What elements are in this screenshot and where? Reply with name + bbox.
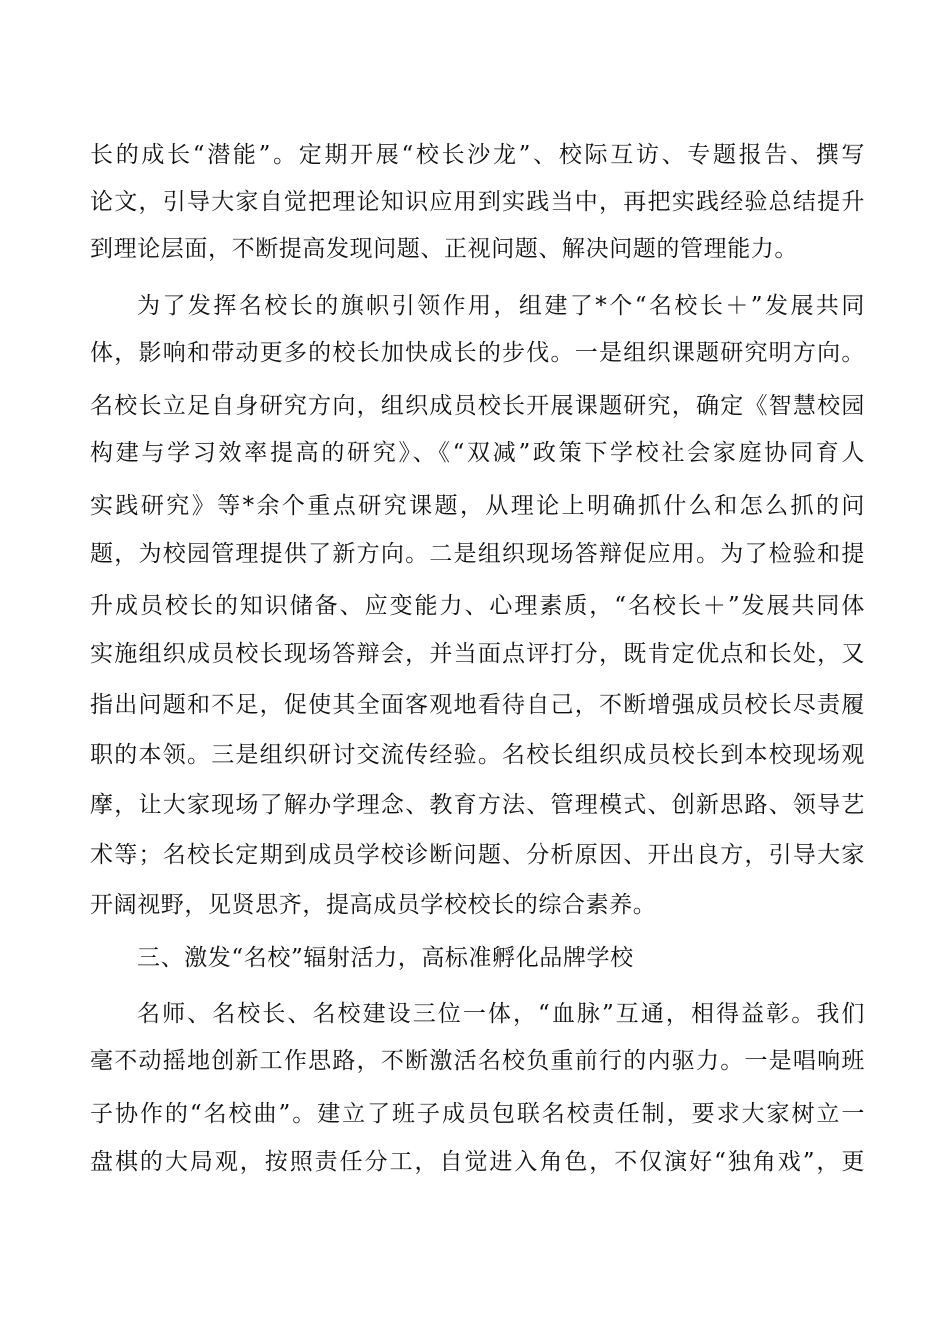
body-text-line: 到理论层面，不断提高发现问题、正视问题、解决问题的管理能力。 xyxy=(90,236,798,262)
body-text-line: 毫不动摇地创新工作思路，不断激活名校负重前行的内驱力。一是唱响班 xyxy=(90,1048,865,1074)
body-text-line: 指出问题和不足，促使其全面客观地看待自己，不断增强成员校长尽责履 xyxy=(90,692,865,718)
body-text-line: 构建与学习效率提高的研究》、《“双减”政策下学校社会家庭协同育人 xyxy=(90,440,865,466)
body-text-line: 体，影响和带动更多的校长加快成长的步伐。一是组织课题研究明方向。 xyxy=(90,340,865,366)
body-text-line: 盘棋的大局观，按照责任分工，自觉进入角色，不仅演好“独角戏”，更 xyxy=(90,1149,865,1175)
body-text-line: 实施组织成员校长现场答辩会，并当面点评打分，既肯定优点和长处，又 xyxy=(90,641,865,667)
body-text-line: 术等；名校长定期到成员学校诊断问题、分析原因、开出良方，引导大家 xyxy=(90,842,865,868)
body-text-line: 名校长立足自身研究方向，组织成员校长开展课题研究，确定《智慧校园 xyxy=(90,393,865,419)
body-text-line: 论文，引导大家自觉把理论知识应用到实践当中，再把实践经验总结提升 xyxy=(90,189,865,215)
body-text-line: 题，为校园管理提供了新方向。二是组织现场答辩促应用。为了检验和提 xyxy=(90,541,865,567)
body-text-line: 摩，让大家现场了解办学理念、教育方法、管理模式、创新思路、领导艺 xyxy=(90,792,865,818)
paragraph-first-line: 名师、名校长、名校建设三位一体，“血脉”互通，相得益彰。我们 xyxy=(137,1001,865,1027)
body-text-line: 职的本领。三是组织研讨交流传经验。名校长组织成员校长到本校现场观 xyxy=(90,742,865,768)
section-heading: 三、激发“名校”辐射活力，高标准孵化品牌学校 xyxy=(137,945,634,971)
body-text-line: 子协作的“名校曲”。建立了班子成员包联名校责任制，要求大家树立一 xyxy=(90,1101,865,1127)
body-text-line: 开阔视野，见贤思齐，提高成员学校校长的综合素养。 xyxy=(90,892,657,918)
paragraph-first-line: 为了发挥名校长的旗帜引领作用，组建了*个“名校长＋”发展共同 xyxy=(137,293,865,319)
body-text-line: 升成员校长的知识储备、应变能力、心理素质，“名校长＋”发展共同体 xyxy=(90,593,865,619)
body-text-line: 实践研究》等*余个重点研究课题，从理论上明确抓什么和怎么抓的问 xyxy=(90,493,865,519)
body-text-line: 长的成长“潜能”。定期开展“校长沙龙”、校际互访、专题报告、撰写 xyxy=(90,142,865,168)
